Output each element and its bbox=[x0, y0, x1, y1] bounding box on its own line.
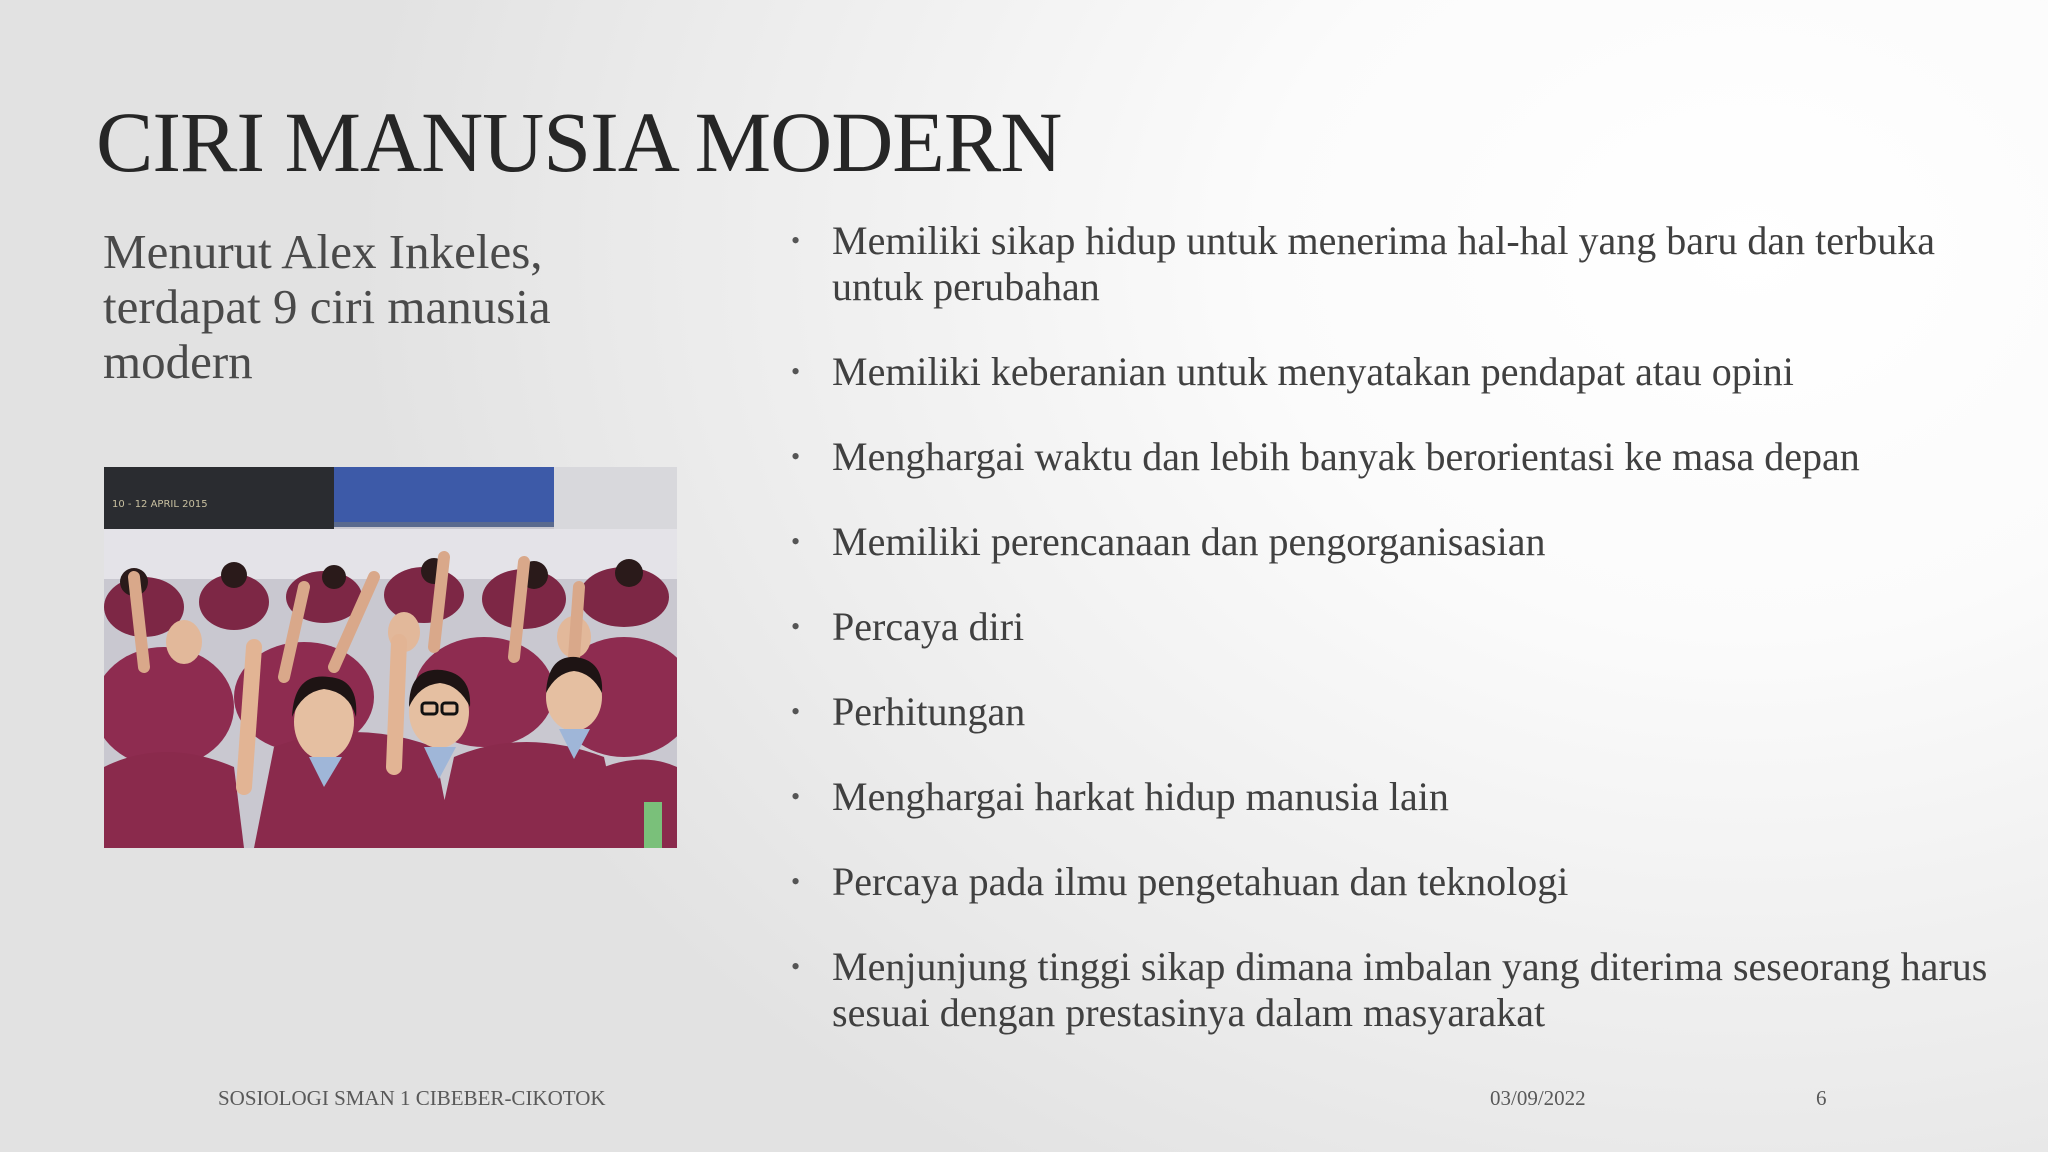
slide-number: 6 bbox=[1816, 1086, 1827, 1110]
slide-subtitle: Menurut Alex Inkeles, terdapat 9 ciri manusia modern bbox=[103, 224, 551, 389]
list-item: • Menjunjung tinggi sikap dimana imbalan yang diterima seseorang harus sesuai dengan prestasinya dalam masyarakat bbox=[791, 944, 1988, 1035]
bullet-dot-icon: • bbox=[791, 357, 801, 386]
footer-text: SOSIOLOGI SMAN 1 CIBEBER-CIKOTOK bbox=[218, 1086, 606, 1110]
bullet-dot-icon: • bbox=[791, 952, 801, 981]
bullet-dot-icon: • bbox=[791, 782, 801, 811]
list-item: • Memiliki keberanian untuk menyatakan pendapat atau opini bbox=[791, 349, 1794, 394]
photo-banner-text: 10 - 12 APRIL 2015 bbox=[112, 499, 208, 510]
bullet-dot-icon: • bbox=[791, 612, 801, 641]
bullet-dot-icon: • bbox=[791, 442, 801, 471]
list-item: • Percaya diri bbox=[791, 604, 1025, 649]
list-item: • Memiliki sikap hidup untuk menerima hal-hal yang baru dan terbuka untuk perubahan bbox=[791, 218, 1936, 309]
characteristics-list bbox=[788, 218, 1988, 1075]
list-item: • Perhitungan bbox=[791, 689, 1026, 734]
bullet-dot-icon: • bbox=[791, 697, 801, 726]
bullet-dot-icon: • bbox=[791, 226, 801, 255]
list-item: • Percaya pada ilmu pengetahuan dan teknologi bbox=[791, 859, 1569, 904]
slide-title: CIRI MANUSIA MODERN bbox=[96, 94, 1062, 190]
list-item: • Memiliki perencanaan dan pengorganisasian bbox=[791, 519, 1546, 564]
bullet-dot-icon: • bbox=[791, 527, 801, 556]
list-item: • Menghargai harkat hidup manusia lain bbox=[791, 774, 1449, 819]
footer-date: 03/09/2022 bbox=[1490, 1086, 1586, 1110]
students-photo bbox=[104, 467, 677, 848]
bullet-dot-icon: • bbox=[791, 867, 801, 896]
list-item: • Menghargai waktu dan lebih banyak berorientasi ke masa depan bbox=[791, 434, 1860, 479]
